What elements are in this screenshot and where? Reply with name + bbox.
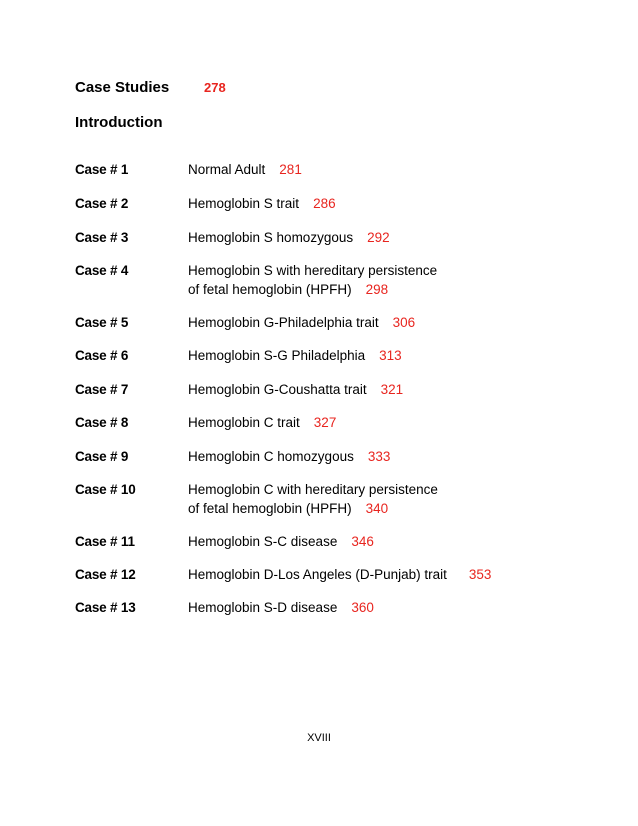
- case-label: Case # 7: [75, 382, 129, 397]
- case-title: Normal Adult: [188, 162, 266, 177]
- case-page-number: 360: [351, 600, 374, 615]
- toc-entry: [75, 261, 595, 301]
- case-label: Case # 11: [75, 534, 135, 549]
- case-label: Case # 1: [75, 162, 129, 177]
- case-title-line-1: Hemoglobin C with hereditary persistence: [188, 482, 438, 497]
- case-title-line-2: of fetal hemoglobin (HPFH): [188, 501, 352, 516]
- case-label: Case # 10: [75, 482, 136, 497]
- case-title-line-1: Hemoglobin S with hereditary persistence: [188, 263, 438, 278]
- case-title: Hemoglobin D-Los Angeles (D-Punjab) trait: [188, 567, 447, 582]
- case-page-number: 298: [365, 282, 389, 297]
- case-page-number: 306: [392, 315, 416, 330]
- case-page-number: 340: [365, 501, 389, 516]
- case-title: Hemoglobin S-D disease: [188, 600, 338, 615]
- case-page-number: 346: [351, 534, 374, 549]
- case-title: Hemoglobin C homozygous: [188, 449, 354, 464]
- case-label: Case # 2: [75, 196, 129, 211]
- case-page-number: 313: [379, 348, 402, 363]
- toc-entry: [75, 480, 595, 520]
- case-page-number: 353: [468, 567, 492, 582]
- case-page-number: 292: [367, 230, 390, 245]
- case-page-number: 327: [313, 415, 337, 430]
- case-title: Hemoglobin S trait: [188, 196, 300, 211]
- case-label: Case # 4: [75, 263, 129, 278]
- case-title: Hemoglobin G-Philadelphia trait: [188, 315, 379, 330]
- case-page-number: 286: [313, 196, 336, 211]
- case-label: Case # 9: [75, 449, 129, 464]
- case-page-number: 321: [380, 382, 404, 397]
- case-title: Hemoglobin C trait: [188, 415, 300, 430]
- case-title: Hemoglobin S homozygous: [188, 230, 354, 245]
- case-label: Case # 5: [75, 315, 129, 330]
- case-label: Case # 3: [75, 230, 129, 245]
- page-footer-number: XVIII: [307, 732, 331, 744]
- section-header: [75, 78, 615, 98]
- case-title: Hemoglobin S-C disease: [188, 534, 338, 549]
- case-label: Case # 13: [75, 600, 136, 615]
- case-title: Hemoglobin G-Coushatta trait: [188, 382, 367, 397]
- case-title: Hemoglobin S-G Philadelphia: [188, 348, 366, 363]
- case-label: Case # 6: [75, 348, 129, 363]
- section-page-number: 278: [204, 80, 226, 95]
- section-title: Case Studies: [75, 79, 170, 96]
- case-label: Case # 12: [75, 567, 136, 582]
- case-page-number: 333: [367, 449, 391, 464]
- case-page-number: 281: [279, 162, 302, 177]
- case-title-line-2: of fetal hemoglobin (HPFH): [188, 282, 352, 297]
- introduction-heading: Introduction: [75, 114, 163, 131]
- case-label: Case # 8: [75, 415, 129, 430]
